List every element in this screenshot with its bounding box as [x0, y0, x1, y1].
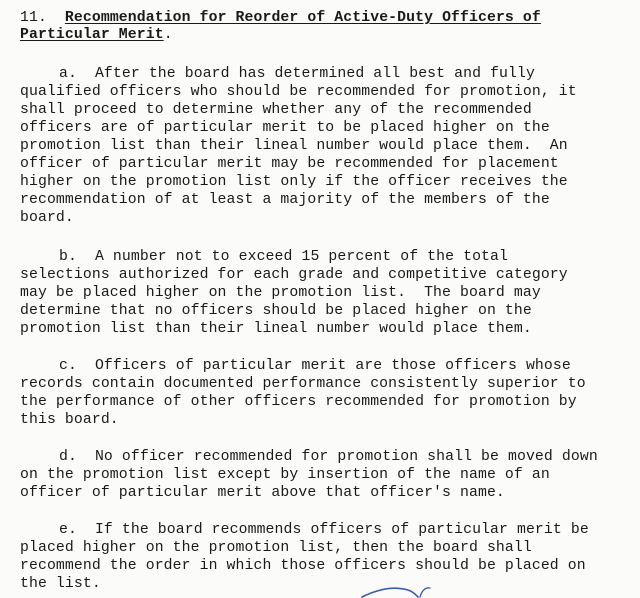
section-heading-line-1 [20, 9, 541, 27]
paragraph-a-line-5: promotion list than their lineal number would place them. An [20, 138, 568, 154]
paragraph-b-line-2: selections authorized for each grade and competitive category [20, 267, 568, 283]
paragraph-e-line-1: e. If the board recommends officers of particular merit be [59, 522, 589, 538]
section-heading-text-2: Particular Merit [20, 27, 164, 43]
paragraph-e-line-3: recommend the order in which those officers should be placed on [20, 558, 586, 574]
paragraph-b-line-1: b. A number not to exceed 15 percent of the total [59, 249, 508, 265]
paragraph-c-line-3: the performance of other officers recommended for promotion by [20, 394, 577, 410]
paragraph-b-label: b. [59, 249, 77, 265]
paragraph-a-line-4: officers are of particular merit to be placed higher on the [20, 120, 550, 136]
paragraph-a-label: a. [59, 66, 77, 82]
section-number: 11. [20, 10, 47, 26]
paragraph-a-line-7: higher on the promotion list only if the officer receives the [20, 174, 568, 190]
section-heading-text-1: Recommendation for Reorder of Active-Duty Officers of [64, 10, 541, 26]
paragraph-c-line-4: this board. [20, 412, 119, 428]
paragraph-a-line-3: shall proceed to determine whether any of the recommended [20, 102, 532, 118]
paragraph-d-line-2: on the promotion list except by insertion of the name of an [20, 467, 550, 483]
paragraph-a-line-1: a. After the board has determined all best and fully [59, 66, 535, 82]
paragraph-a-line-8: recommendation of at least a majority of the members of the [20, 192, 550, 208]
paragraph-b-line-5: promotion list than their lineal number would place them. [20, 321, 532, 337]
paragraph-d-line-3: officer of particular merit above that officer's name. [20, 485, 505, 501]
paragraph-e-line-2: placed higher on the promotion list, then the board shall [20, 540, 532, 556]
paragraph-a-line-6: officer of particular merit may be recommended for placement [20, 156, 559, 172]
section-heading-line-2: Particular Merit. [20, 27, 173, 43]
handwritten-mark [360, 584, 440, 598]
paragraph-c-line-2: records contain documented performance consistently superior to [20, 376, 586, 392]
paragraph-a-line-9: board. [20, 210, 74, 226]
paragraph-b-line-3: may be placed higher on the promotion list. The board may [20, 285, 541, 301]
paragraph-c-line-1: c. Officers of particular merit are those officers whose [59, 358, 571, 374]
paragraph-d-label: d. [59, 449, 77, 465]
paragraph-e-line-4: the list. [20, 576, 101, 592]
paragraph-d-line-1: d. No officer recommended for promotion shall be moved down [59, 449, 598, 465]
paragraph-b-line-4: determine that no officers should be placed higher on the [20, 303, 532, 319]
paragraph-c-label: c. [59, 358, 77, 374]
paragraph-e-label: e. [59, 522, 77, 538]
paragraph-a-line-2: qualified officers who should be recommended for promotion, it [20, 84, 577, 100]
